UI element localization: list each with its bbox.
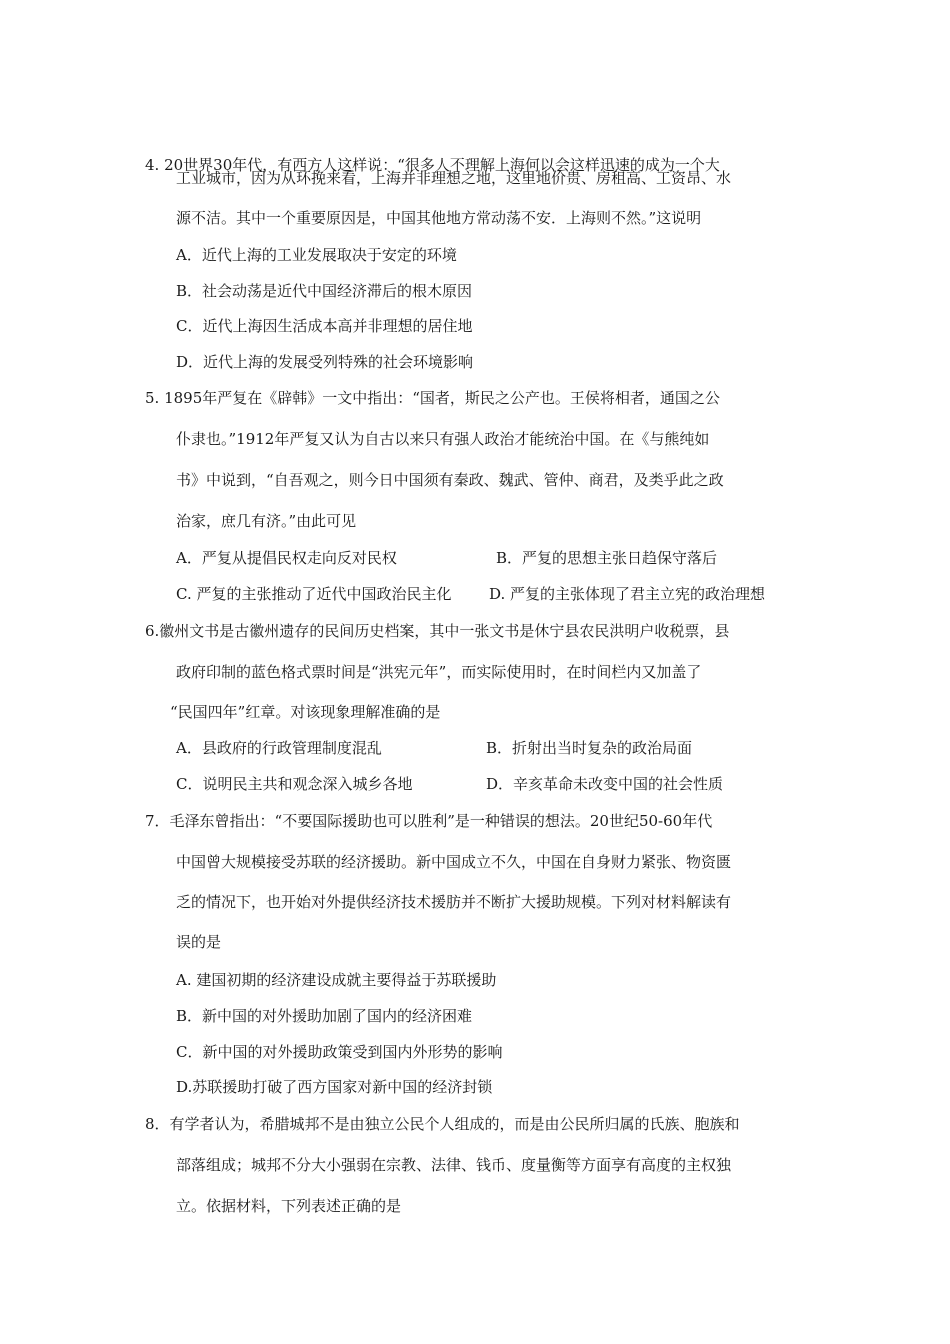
- question-6-stem-line-3: “民国四年”红章。对该现象理解准确的是: [170, 703, 441, 721]
- question-5-stem-line-4: 治家，庶几有济。”由此可见: [176, 512, 357, 530]
- question-8-stem-line-3: 立。依据材料，下列表述正确的是: [176, 1197, 402, 1215]
- question-5-stem-line-1: 5. 1895年严复在《辟韩》一文中指出：“国者，斯民之公产也。王侯将相者，通国之公: [145, 389, 720, 407]
- question-7-option-b[interactable]: B．新中国的对外援助加剧了国内的经济困难: [176, 1007, 473, 1025]
- question-6-option-b[interactable]: B．折射出当时复杂的政治局面: [486, 739, 693, 757]
- question-7-stem-line-3: 乏的情况下，也开始对外提供经济技术援肪并不断扩大援助规模。下列对材料解读有: [176, 893, 732, 911]
- question-5-stem-line-2: 仆隶也。”1912年严复又认为自古以来只有强人政治才能统治中国。在《与熊纯如: [176, 430, 710, 448]
- question-8-stem-line-1: 8．有学者认为，希腊城邦不是由独立公民个人组成的，而是由公民所归属的氏族、胞族和: [145, 1115, 740, 1133]
- question-7-option-a[interactable]: A. 建国初期的经济建设成就主要得益于苏联援助: [176, 971, 497, 989]
- question-4-option-a[interactable]: A．近代上海的工业发展取决于安定的环境: [176, 246, 457, 264]
- question-7-option-d[interactable]: D.苏联援助打破了西方国家对新中国的经济封锁: [176, 1078, 493, 1096]
- question-7-stem-line-1: 7．毛泽东曾指出：“不要国际援助也可以胜利”是一种错误的想法。20世纪50-60年代: [145, 812, 713, 830]
- question-8-stem-line-2: 部落组成；城邦不分大小强弱在宗教、法律、钱币、度量衡等方面享有高度的主权独: [176, 1156, 732, 1174]
- question-4-option-c[interactable]: C．近代上海因生活成本高并非理想的居住地: [176, 317, 473, 335]
- question-6-stem-line-1: 6.徽州文书是古徽州遗存的民间历史档案，其中一张文书是休宁县农民洪明户收税票，县: [145, 622, 730, 640]
- question-5-stem-line-3: 书》中说到，“自吾观之，则今日中国须有秦政、魏武、管仲、商君，及类乎此之政: [176, 471, 724, 489]
- question-5-option-b[interactable]: B．严复的思想主张日趋保守落后: [496, 549, 718, 567]
- question-5-option-d[interactable]: D. 严复的主张体现了君主立宪的政治理想: [489, 585, 766, 603]
- question-7-stem-line-2: 中国曾大规模接受苏联的经济援助。新中国成立不久，中国在自身财力紧张、物资匮: [176, 853, 732, 871]
- question-4-stem-line-2: 工业城市，因为从环挽来看，上海并非理想之地，这里地价贵、房租高、工资昂、水: [176, 169, 732, 187]
- question-7-stem-line-4: 误的是: [176, 933, 222, 951]
- question-6-option-d[interactable]: D．辛亥革命未改变中国的社会性质: [486, 775, 724, 793]
- question-5-option-a[interactable]: A．严复从提倡民权走向反对民权: [176, 549, 397, 567]
- question-4-option-b[interactable]: B．社会动荡是近代中国经济滞后的根木原因: [176, 282, 473, 300]
- question-4-stem-line-3: 源不洁。其中一个重要原因是，中国其他地方常动荡不安．上海则不然。”这说明: [176, 209, 702, 227]
- question-5-option-c[interactable]: C. 严复的主张推动了近代中国政治民主化: [176, 585, 452, 603]
- question-7-option-c[interactable]: C．新中国的对外援助政策受到国内外形势的影响: [176, 1043, 503, 1061]
- question-6-stem-line-2: 政府印制的蓝色格式票时间是“洪宪元年”，而实际使用时，在时间栏内又加盖了: [176, 663, 702, 681]
- question-6-option-a[interactable]: A．县政府的行政管理制度混乱: [176, 739, 382, 757]
- question-4-option-d[interactable]: D．近代上海的发展受列特殊的社会环境影响: [176, 353, 474, 371]
- question-4-stem-line-1: 4. 20世界30年代，有西方人这样说：“很多人不理解上海何以会这样迅速的成为一个大: [145, 156, 720, 174]
- question-6-option-c[interactable]: C．说明民主共和观念深入城乡各地: [176, 775, 413, 793]
